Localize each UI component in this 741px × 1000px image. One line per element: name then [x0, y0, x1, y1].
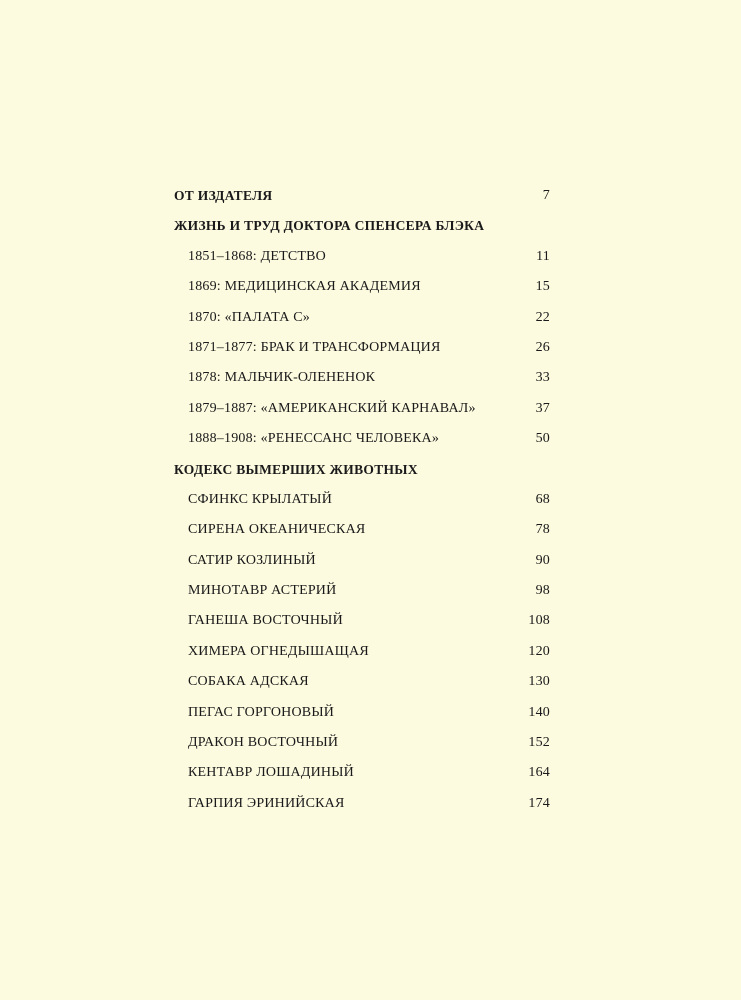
- toc-entry: [174, 488, 550, 518]
- toc-page-number: 50: [535, 431, 550, 447]
- toc-entry: [174, 761, 550, 791]
- toc-page-number: 130: [528, 674, 550, 690]
- toc-entry: [174, 306, 550, 336]
- toc-entry-title: САТИР КОЗЛИНЫЙ: [188, 552, 316, 568]
- toc-entry-title: 1888–1908: «РЕНЕССАНС ЧЕЛОВЕКА»: [188, 431, 440, 447]
- toc-page-number: 90: [535, 552, 550, 568]
- toc-page-number: 7: [542, 188, 550, 203]
- toc-section-heading: [174, 458, 550, 488]
- toc-entry-title: 1869: МЕДИЦИНСКАЯ АКАДЕМИЯ: [188, 279, 421, 295]
- toc-entry-title: ГАРПИЯ ЭРИНИЙСКАЯ: [188, 795, 345, 811]
- toc-entry: [174, 640, 550, 670]
- toc-entry-title: МИНОТАВР АСТЕРИЙ: [188, 583, 337, 599]
- toc-entry: [174, 518, 550, 548]
- toc-entry-title: ГАНЕША ВОСТОЧНЫЙ: [188, 613, 343, 629]
- toc-page-number: 140: [528, 704, 550, 720]
- toc-entry: [174, 731, 550, 761]
- toc-entry: [174, 670, 550, 700]
- toc-entry: [174, 549, 550, 579]
- toc-entry: [174, 336, 550, 366]
- toc-page-number: 68: [535, 491, 550, 507]
- toc-section-heading: [174, 214, 550, 244]
- toc-page-number: 11: [536, 248, 550, 264]
- toc-entry-title: СФИНКС КРЫЛАТЫЙ: [188, 491, 333, 507]
- toc-page-number: 98: [535, 583, 550, 599]
- toc-entry: [174, 792, 550, 822]
- toc-page-number: 108: [528, 613, 550, 629]
- toc-entry-title: КОДЕКС ВЫМЕРШИХ ЖИВОТНЫХ: [174, 461, 418, 477]
- toc-entry-title: ХИМЕРА ОГНЕДЫШАЩАЯ: [188, 643, 369, 659]
- toc-page-number: 22: [535, 309, 550, 325]
- table-of-contents: [174, 184, 550, 822]
- toc-entry-title: ПЕГАС ГОРГОНОВЫЙ: [188, 704, 335, 720]
- toc-entry: [174, 275, 550, 305]
- toc-page-number: 78: [535, 522, 550, 538]
- toc-entry-title: 1851–1868: ДЕТСТВО: [188, 248, 326, 264]
- toc-page-number: 33: [535, 370, 550, 386]
- toc-entry-title: ОТ ИЗДАТЕЛЯ: [174, 188, 273, 203]
- toc-page-number: 164: [528, 765, 550, 781]
- toc-entry-title: 1870: «ПАЛАТА С»: [188, 309, 310, 325]
- toc-entry: [174, 427, 550, 457]
- toc-entry: [174, 245, 550, 275]
- toc-entry: [174, 579, 550, 609]
- toc-entry: [174, 609, 550, 639]
- toc-section-heading: [174, 184, 550, 214]
- toc-page-number: 152: [528, 735, 550, 751]
- toc-entry-title: 1878: МАЛЬЧИК-ОЛЕНЕНОК: [188, 370, 376, 386]
- toc-entry: [174, 397, 550, 427]
- toc-page-number: 174: [528, 795, 550, 811]
- toc-page-number: 37: [535, 400, 550, 416]
- toc-entry-title: 1871–1877: БРАК И ТРАНСФОРМАЦИЯ: [188, 339, 441, 355]
- toc-entry-title: СИРЕНА ОКЕАНИЧЕСКАЯ: [188, 522, 366, 538]
- toc-entry-title: КЕНТАВР ЛОШАДИНЫЙ: [188, 765, 354, 781]
- toc-entry-title: ЖИЗНЬ И ТРУД ДОКТОРА СПЕНСЕРА БЛЭКА: [174, 218, 485, 234]
- toc-page-number: 120: [528, 643, 550, 659]
- toc-entry-title: 1879–1887: «АМЕРИКАНСКИЙ КАРНАВАЛ»: [188, 400, 476, 416]
- toc-entry: [174, 366, 550, 396]
- toc-page-number: 26: [535, 339, 550, 355]
- toc-entry-title: СОБАКА АДСКАЯ: [188, 674, 309, 690]
- toc-entry-title: ДРАКОН ВОСТОЧНЫЙ: [188, 735, 339, 751]
- toc-page-number: 15: [535, 279, 550, 295]
- toc-entry: [174, 701, 550, 731]
